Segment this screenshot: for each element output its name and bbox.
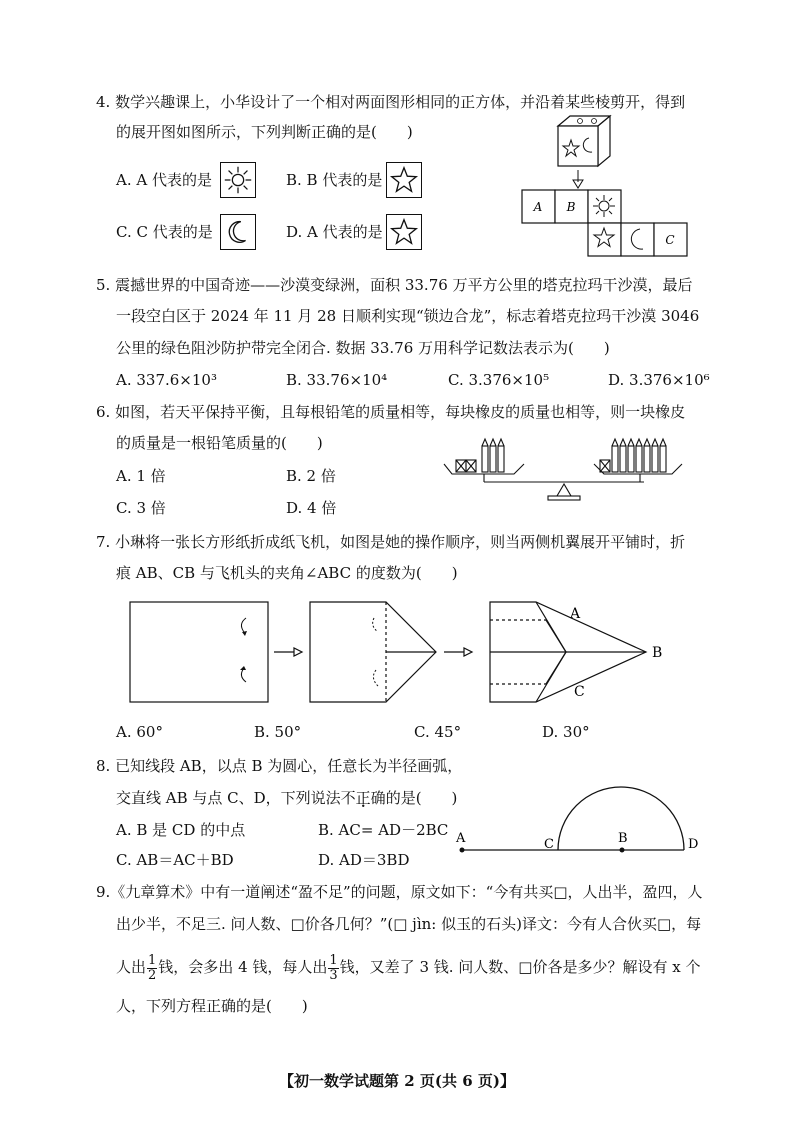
q5-option-b[interactable]: B. 33.76×10⁴ [286,371,388,389]
star-icon [386,214,422,250]
q6-option-d[interactable]: D. 4 倍 [286,499,337,517]
star-icon [386,162,422,198]
point-b [620,848,625,853]
right-pencil [636,446,642,472]
q5-text-line2: 一段空白区于 2024 年 11 月 28 日顺利实现“锁边合龙”，标志着塔克拉玛干沙漠 3046 [116,307,700,325]
left-pencil [498,446,504,472]
point-c-label: C [574,684,585,700]
q8-text-line1: 8. 已知线段 AB，以点 B 为圆心，任意长为半径画弧， [96,757,463,775]
step1-paper [130,602,268,702]
fulcrum [557,484,571,496]
net-label-b: B [566,200,576,214]
q7-option-d[interactable]: D. 30° [542,723,590,741]
q8-arc-figure [452,776,712,860]
q7-option-c[interactable]: C. 45° [414,723,462,741]
net-label-a: A [533,200,543,214]
q6-text-line1: 6. 如图，若天平保持平衡，且每根铅笔的质量相等，每块橡皮的质量也相等，则一块橡皮 [96,403,686,421]
q4-option-c[interactable]: C. C 代表的是 [116,223,213,241]
q5-option-d[interactable]: D. 3.376×10⁶ [608,371,710,389]
q6-balance-figure [444,434,694,504]
q8-emphasis-text: 不正确 [340,789,386,807]
fraction-one-third: $\frac{1}{3}$ [329,952,338,983]
page-footer: 【初一数学试题第 2 页(共 6 页)】 [279,1072,515,1090]
q4-option-d[interactable]: D. A 代表的是 [286,223,383,241]
q6-option-a[interactable]: A. 1 倍 [116,467,166,485]
q8-text-line2: 交直线 AB 与点 C、D，下列说法不正确的是( ) [116,789,458,807]
q5-text-line1: 5. 震撼世界的中国奇迹——沙漠变绿洲，面积 33.76 万平方公里的塔克拉玛干沙漠，最后 [96,276,693,294]
sun-icon [220,162,256,198]
q4-text-line1: 4. 数学兴趣课上，小华设计了一个相对两面图形相同的正方体，并沿着某些棱剪开，得到 [96,93,686,111]
net-cell-moon [621,223,654,256]
net-cell-sun [588,190,621,223]
point-a-label: A [570,606,581,622]
q5-option-a[interactable]: A. 337.6×10³ [116,371,217,389]
q9-text-line3: 人出 $\frac{1}{2}$ 钱，会多出 4 钱，每人出 $\frac{1}{3}$ 钱，又差了 3 钱. 问人数、□价各是多少？解设有 x 个 [116,952,701,983]
net-label-c: C [665,233,675,247]
q7-option-a[interactable]: A. 60° [116,723,163,741]
q9-text-line1: 9.《九章算术》中有一道阐述“盈不足”的问题，原文如下：“今有共买□，人出半，盈四，人 [96,883,703,901]
right-arrow-icon [274,648,302,656]
q7-text-line2: 痕 AB、CB 与飞机头的夹角∠ABC 的度数为( ) [116,564,458,582]
right-pencil [644,446,650,472]
q9-text-line2: 出少半，不足三. 问人数、□价各几何？”(□ jìn: 似玉的石头)译文：今有人合伙买□，每 [116,915,702,933]
right-pencil [628,446,634,472]
point-a [460,848,465,853]
q5-option-c[interactable]: C. 3.376×10⁵ [448,371,550,389]
q6-text-line2: 的质量是一根铅笔质量的( ) [116,434,323,452]
q4-text-line2: 的展开图如图所示，下列判断正确的是( ) [116,123,413,141]
right-pencil [660,446,666,472]
q7-paper-plane-figure [126,596,706,708]
fraction-one-half: $\frac{1}{2}$ [148,952,157,983]
q8-option-d[interactable]: D. AD＝3BD [318,851,410,869]
q9-text-line4: 人，下列方程正确的是( ) [116,997,308,1015]
point-d-label: D [688,837,699,852]
right-pencil [652,446,658,472]
q6-option-b[interactable]: B. 2 倍 [286,467,336,485]
q6-option-c[interactable]: C. 3 倍 [116,499,166,517]
point-a-label: A [456,831,466,846]
q8-option-a[interactable]: A. B 是 CD 的中点 [116,821,246,839]
q4-cube-net-figure [518,112,698,258]
q7-option-b[interactable]: B. 50° [254,723,302,741]
q8-option-c[interactable]: C. AB＝AC＋BD [116,851,234,869]
point-b-label: B [652,645,663,661]
q4-option-a[interactable]: A. A 代表的是 [116,171,212,189]
point-b-label: B [618,831,628,846]
left-pencil [482,446,488,472]
right-arrow-icon [444,648,472,656]
fulcrum-base [548,496,580,500]
q8-option-b[interactable]: B. AC= AD－2BC [318,821,449,839]
right-pencil [612,446,618,472]
right-pencil [620,446,626,472]
left-pencil [490,446,496,472]
q5-text-line3: 公里的绿色阻沙防护带完全闭合. 数据 33.76 万用科学记数法表示为( ) [116,339,610,357]
point-c-label: C [544,837,554,852]
moon-icon [220,214,256,250]
q4-option-b[interactable]: B. B 代表的是 [286,171,383,189]
q7-text-line1: 7. 小琳将一张长方形纸折成纸飞机，如图是她的操作顺序，则当两侧机翼展开平铺时，折 [96,533,686,551]
